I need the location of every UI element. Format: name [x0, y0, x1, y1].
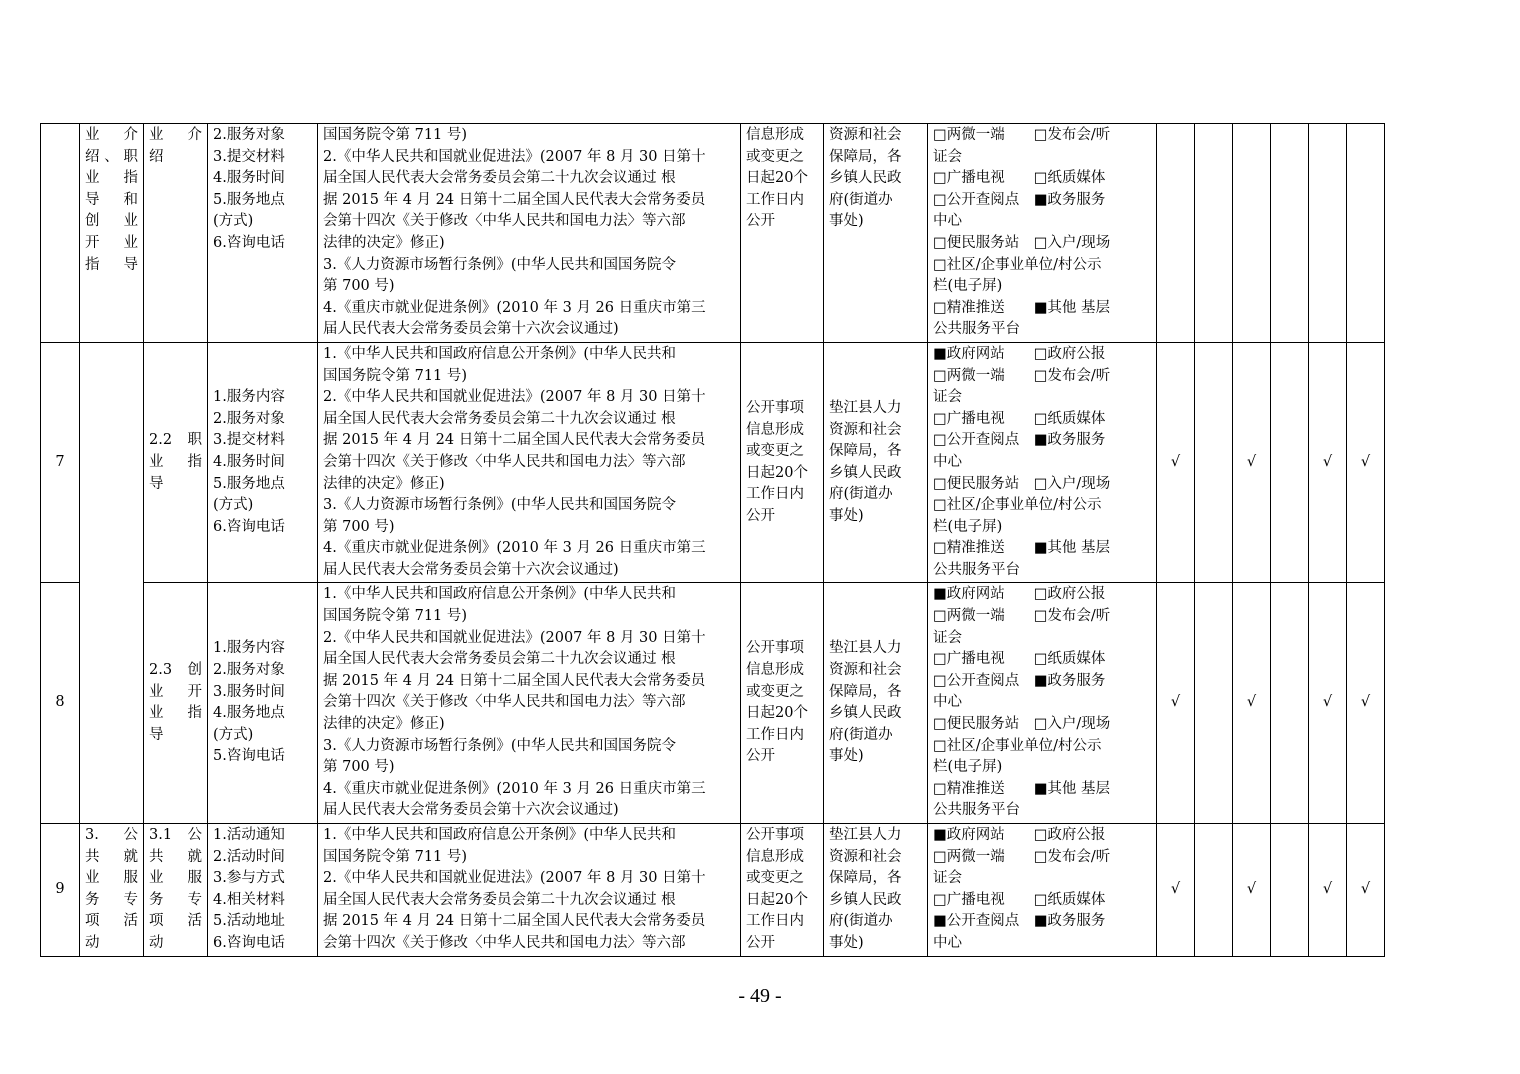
cell-line: 公开	[746, 748, 775, 765]
cell-line: 公开事项	[746, 640, 804, 657]
cell-line: □便民服务站 □入户/现场	[933, 234, 1111, 251]
cell-line: 事处)	[829, 934, 864, 951]
cell-line: 日起20个	[746, 464, 808, 481]
cell-line: 2.3 创	[149, 662, 202, 679]
row8-channels	[928, 583, 1157, 824]
cell-line: 3.提交材料	[213, 432, 285, 449]
row8-check-6: √	[1347, 583, 1385, 824]
row8-check-1: √	[1157, 583, 1195, 824]
cell-line: 1.服务内容	[213, 640, 285, 657]
cell-line: 保障局，各	[829, 683, 902, 700]
row8-check-3: √	[1233, 583, 1271, 824]
cell-line: □两微一端 □发布会/听	[933, 127, 1111, 143]
table-row-9	[41, 824, 1385, 957]
row8-check-2	[1195, 583, 1233, 824]
cell-line: 2.《中华人民共和国就业促进法》(2007 年 8 月 30 日第十	[323, 870, 706, 887]
row9-content	[208, 824, 318, 957]
cell-line: 业 开	[149, 683, 202, 700]
cell-line: 项 活	[85, 913, 138, 930]
cell-line: 2.《中华人民共和国就业促进法》(2007 年 8 月 30 日第十	[323, 389, 706, 406]
cell-line: 据 2015 年 4 月 24 日第十二届全国人民代表大会常务委员	[323, 913, 706, 930]
row9-check-3: √	[1233, 824, 1271, 957]
cell-line: 信息形成	[746, 421, 804, 438]
cell-line: 资源和社会	[829, 127, 902, 143]
cell-line: 1.服务内容	[213, 389, 285, 406]
cell-line: 栏(电子屏)	[933, 518, 1003, 535]
cell-line: □两微一端 □发布会/听	[933, 848, 1111, 865]
cell-line: □社区/企事业单位/村公示	[933, 737, 1102, 754]
cell-line: 2.《中华人民共和国就业促进法》(2007 年 8 月 30 日第十	[323, 148, 706, 165]
row6-time	[741, 124, 824, 343]
row9-category	[80, 824, 144, 957]
cell-line: ■公开查阅点 ■政务服务	[933, 913, 1106, 930]
cell-line: 乡镇人民政	[829, 891, 902, 908]
cell-line: 据 2015 年 4 月 24 日第十二届全国人民代表大会常务委员	[323, 191, 706, 208]
cell-line: 公共服务平台	[933, 321, 1020, 338]
row7-check-6: √	[1347, 342, 1385, 583]
cell-line: 届人民代表大会常务委员会第十六次会议通过)	[323, 561, 619, 578]
cell-line: 6.咨询电话	[213, 234, 285, 251]
cell-line: 信息形成	[746, 848, 804, 865]
cell-line: 资源和社会	[829, 421, 902, 438]
cell-line: 国国务院令第 711 号)	[323, 127, 468, 143]
row9-subject	[824, 824, 928, 957]
cell-line: 工作日内	[746, 726, 804, 743]
cell-line: 保障局，各	[829, 148, 902, 165]
cell-line: 业 介	[85, 127, 138, 143]
cell-line: 导	[149, 726, 164, 743]
row7-basis	[318, 342, 741, 583]
row7-number: 7	[41, 342, 80, 583]
cell-line: 3.参与方式	[213, 870, 285, 887]
cell-line: 乡镇人民政	[829, 464, 902, 481]
cell-line: 2.服务对象	[213, 410, 285, 427]
cell-line: 垫江县人力	[829, 827, 902, 843]
cell-line: 2.2 职	[149, 432, 202, 449]
page-number: - 49 -	[738, 985, 782, 1007]
cell-line: 绍、职	[85, 148, 138, 165]
cell-line: 5.咨询电话	[213, 748, 285, 765]
cell-line: 6.咨询电话	[213, 518, 285, 535]
row7-channels	[928, 342, 1157, 583]
cell-line: □广播电视 □纸质媒体	[933, 410, 1106, 427]
row7-check-4	[1271, 342, 1309, 583]
cell-line: 3.《人力资源市场暂行条例》(中华人民共和国国务院令	[323, 737, 676, 754]
row8-number: 8	[41, 583, 80, 824]
cell-line: 届全国人民代表大会常务委员会第二十九次会议通过 根	[323, 410, 676, 427]
cell-line: 府(街道办	[829, 726, 893, 743]
cell-line: □两微一端 □发布会/听	[933, 608, 1111, 625]
table-row-8	[41, 583, 1385, 824]
cell-line: 业 介	[149, 127, 202, 143]
row9-time	[741, 824, 824, 957]
row8-check-4	[1271, 583, 1309, 824]
cell-line: 法律的决定》修正)	[323, 475, 445, 492]
cell-line: 3.服务时间	[213, 683, 285, 700]
cell-line: 会第十四次《关于修改〈中华人民共和国电力法〉等六部	[323, 213, 686, 230]
cell-line: 2.《中华人民共和国就业促进法》(2007 年 8 月 30 日第十	[323, 629, 706, 646]
cell-line: 4.服务地点	[213, 705, 285, 722]
cell-line: 3.《人力资源市场暂行条例》(中华人民共和国国务院令	[323, 497, 676, 514]
cell-line: 届人民代表大会常务委员会第十六次会议通过)	[323, 802, 619, 819]
row6-check-6	[1347, 124, 1385, 343]
cell-line: 资源和社会	[829, 848, 902, 865]
cell-line: 届全国人民代表大会常务委员会第二十九次会议通过 根	[323, 170, 676, 187]
cell-line: ■政府网站 □政府公报	[933, 827, 1106, 843]
cell-line: 公开	[746, 507, 775, 524]
cell-line: 3.《人力资源市场暂行条例》(中华人民共和国国务院令	[323, 256, 676, 273]
cell-line: 1.活动通知	[213, 827, 285, 843]
cell-line: 4.《重庆市就业促进条例》(2010 年 3 月 26 日重庆市第三	[323, 299, 706, 316]
cell-line: 法律的决定》修正)	[323, 716, 445, 733]
cell-line: □便民服务站 □入户/现场	[933, 716, 1111, 733]
cell-line: 或变更之	[746, 683, 804, 700]
row9-item	[144, 824, 208, 957]
cell-line: □便民服务站 □入户/现场	[933, 475, 1111, 492]
cell-line: 4.《重庆市就业促进条例》(2010 年 3 月 26 日重庆市第三	[323, 780, 706, 797]
cell-line: 日起20个	[746, 170, 808, 187]
row9-check-6: √	[1347, 824, 1385, 957]
cell-line: 1.《中华人民共和国政府信息公开条例》(中华人民共和	[323, 345, 676, 362]
cell-line: 开 业	[85, 234, 138, 251]
row7-content	[208, 342, 318, 583]
cell-line: 资源和社会	[829, 662, 902, 679]
cell-line: 业 服	[85, 870, 138, 887]
cell-line: 务 专	[85, 891, 138, 908]
cell-line: 乡镇人民政	[829, 170, 902, 187]
cell-line: 公开	[746, 213, 775, 230]
cell-line: 府(街道办	[829, 913, 893, 930]
cell-line: 会第十四次《关于修改〈中华人民共和国电力法〉等六部	[323, 694, 686, 711]
cell-line: 或变更之	[746, 443, 804, 460]
disclosure-table	[40, 123, 1385, 957]
cell-line: 第 700 号)	[323, 518, 395, 535]
cell-line: 1.《中华人民共和国政府信息公开条例》(中华人民共和	[323, 586, 676, 603]
cell-line: □两微一端 □发布会/听	[933, 367, 1111, 384]
cell-line: □广播电视 □纸质媒体	[933, 891, 1106, 908]
cell-line: 共 就	[85, 848, 138, 865]
cell-line: 栏(电子屏)	[933, 278, 1003, 295]
cell-line: □精准推送 ■其他 基层	[933, 299, 1111, 316]
cell-line: 届全国人民代表大会常务委员会第二十九次会议通过 根	[323, 891, 676, 908]
cell-line: 事处)	[829, 507, 864, 524]
cell-line: 3. 公	[85, 827, 138, 843]
cell-line: 导	[149, 475, 164, 492]
cell-line: 届人民代表大会常务委员会第十六次会议通过)	[323, 321, 619, 338]
row7-check-2	[1195, 342, 1233, 583]
cell-line: □公开查阅点 ■政务服务	[933, 672, 1106, 689]
cell-line: 保障局，各	[829, 870, 902, 887]
row6-check-5	[1309, 124, 1347, 343]
row9-check-1: √	[1157, 824, 1195, 957]
cell-line: 信息形成	[746, 127, 804, 143]
cell-line: 中心	[933, 694, 962, 711]
cell-line: □公开查阅点 ■政务服务	[933, 191, 1106, 208]
cell-line: 法律的决定》修正)	[323, 234, 445, 251]
cell-line: 项 活	[149, 913, 202, 930]
cell-line: □广播电视 □纸质媒体	[933, 651, 1106, 668]
cell-line: 公共服务平台	[933, 561, 1020, 578]
row8-item	[144, 583, 208, 824]
cell-line: 公开事项	[746, 399, 804, 416]
cell-line: 4.《重庆市就业促进条例》(2010 年 3 月 26 日重庆市第三	[323, 540, 706, 557]
cell-line: 证会	[933, 870, 962, 887]
cell-line: □精准推送 ■其他 基层	[933, 540, 1111, 557]
cell-line: 府(街道办	[829, 486, 893, 503]
cell-line: 垫江县人力	[829, 399, 902, 416]
cell-line: 国国务院令第 711 号)	[323, 608, 468, 625]
cell-line: 乡镇人民政	[829, 705, 902, 722]
cell-line: 4.服务时间	[213, 453, 285, 470]
cell-line: 国国务院令第 711 号)	[323, 848, 468, 865]
row6-content	[208, 124, 318, 343]
row9-number: 9	[41, 824, 80, 957]
cell-line: 工作日内	[746, 913, 804, 930]
cell-line: □精准推送 ■其他 基层	[933, 780, 1111, 797]
row9-check-5: √	[1309, 824, 1347, 957]
table-row-6	[41, 124, 1385, 343]
cell-line: 3.提交材料	[213, 148, 285, 165]
cell-line: 业 指	[149, 453, 202, 470]
cell-line: ■政府网站 □政府公报	[933, 345, 1106, 362]
cell-line: 国国务院令第 711 号)	[323, 367, 468, 384]
cell-line: 届全国人民代表大会常务委员会第二十九次会议通过 根	[323, 651, 676, 668]
row6-channels	[928, 124, 1157, 343]
row7-check-3: √	[1233, 342, 1271, 583]
cell-line: ■政府网站 □政府公报	[933, 586, 1106, 603]
row8-content	[208, 583, 318, 824]
cell-line: 工作日内	[746, 191, 804, 208]
cell-line: 公开	[746, 934, 775, 951]
cell-line: (方式)	[213, 213, 254, 230]
cell-line: 导 和	[85, 191, 138, 208]
cell-line: 创 业	[85, 213, 138, 230]
row7-subject	[824, 342, 928, 583]
cell-line: 会第十四次《关于修改〈中华人民共和国电力法〉等六部	[323, 934, 686, 951]
cell-line: 共 就	[149, 848, 202, 865]
cell-line: 证会	[933, 629, 962, 646]
cell-line: 据 2015 年 4 月 24 日第十二届全国人民代表大会常务委员	[323, 672, 706, 689]
cell-line: 保障局，各	[829, 443, 902, 460]
cell-line: 5.活动地址	[213, 913, 285, 930]
cell-line: 垫江县人力	[829, 640, 902, 657]
cell-line: □广播电视 □纸质媒体	[933, 170, 1106, 187]
cell-line: 1.《中华人民共和国政府信息公开条例》(中华人民共和	[323, 827, 676, 843]
cell-line: 证会	[933, 389, 962, 406]
cell-line: 中心	[933, 213, 962, 230]
cell-line: 动	[149, 934, 164, 951]
cell-line: 业 服	[149, 870, 202, 887]
cell-line: 日起20个	[746, 705, 808, 722]
cell-line: 栏(电子屏)	[933, 759, 1003, 776]
cell-line: (方式)	[213, 726, 254, 743]
cell-line: 中心	[933, 934, 962, 951]
cell-line: 5.服务地点	[213, 475, 285, 492]
row7-check-1: √	[1157, 342, 1195, 583]
cell-line: 公开事项	[746, 827, 804, 843]
table-row-7	[41, 342, 1385, 583]
cell-line: 绍	[149, 148, 164, 165]
row7-check-5: √	[1309, 342, 1347, 583]
row6-subject	[824, 124, 928, 343]
row8-subject	[824, 583, 928, 824]
cell-line: 事处)	[829, 748, 864, 765]
cell-line: 2.活动时间	[213, 848, 285, 865]
row6-number	[41, 124, 80, 343]
cell-line: 4.服务时间	[213, 170, 285, 187]
cell-line: (方式)	[213, 497, 254, 514]
row8-check-5: √	[1309, 583, 1347, 824]
row8-basis	[318, 583, 741, 824]
cell-line: 动	[85, 934, 100, 951]
cell-line: □公开查阅点 ■政务服务	[933, 432, 1106, 449]
cell-line: 指导	[85, 256, 138, 273]
cell-line: 信息形成	[746, 662, 804, 679]
row6-check-2	[1195, 124, 1233, 343]
cell-line: □社区/企事业单位/村公示	[933, 497, 1102, 514]
cell-line: 或变更之	[746, 870, 804, 887]
row6-check-1	[1157, 124, 1195, 343]
cell-line: 2.服务对象	[213, 662, 285, 679]
row7-time	[741, 342, 824, 583]
cell-line: 业 指	[85, 170, 138, 187]
cell-line: 中心	[933, 453, 962, 470]
cell-line: 事处)	[829, 213, 864, 230]
cell-line: 府(街道办	[829, 191, 893, 208]
row9-check-2	[1195, 824, 1233, 957]
row7-category-continued	[80, 342, 144, 823]
cell-line: 第 700 号)	[323, 278, 395, 295]
cell-line: 第 700 号)	[323, 759, 395, 776]
cell-line: 据 2015 年 4 月 24 日第十二届全国人民代表大会常务委员	[323, 432, 706, 449]
cell-line: 6.咨询电话	[213, 934, 285, 951]
row6-check-3	[1233, 124, 1271, 343]
row9-basis	[318, 824, 741, 957]
row8-time	[741, 583, 824, 824]
cell-line: □社区/企事业单位/村公示	[933, 256, 1102, 273]
cell-line: 工作日内	[746, 486, 804, 503]
cell-line: 业 指	[149, 705, 202, 722]
cell-line: 证会	[933, 148, 962, 165]
cell-line: 公共服务平台	[933, 802, 1020, 819]
cell-line: 会第十四次《关于修改〈中华人民共和国电力法〉等六部	[323, 453, 686, 470]
cell-line: 或变更之	[746, 148, 804, 165]
row9-check-4	[1271, 824, 1309, 957]
row9-channels	[928, 824, 1157, 957]
row6-basis	[318, 124, 741, 343]
row6-check-4	[1271, 124, 1309, 343]
row6-category	[80, 124, 144, 343]
row6-item	[144, 124, 208, 343]
cell-line: 3.1 公	[149, 827, 202, 843]
cell-line: 务 专	[149, 891, 202, 908]
cell-line: 4.相关材料	[213, 891, 285, 908]
row7-item	[144, 342, 208, 583]
cell-line: 2.服务对象	[213, 127, 285, 143]
cell-line: 日起20个	[746, 891, 808, 908]
cell-line: 5.服务地点	[213, 191, 285, 208]
